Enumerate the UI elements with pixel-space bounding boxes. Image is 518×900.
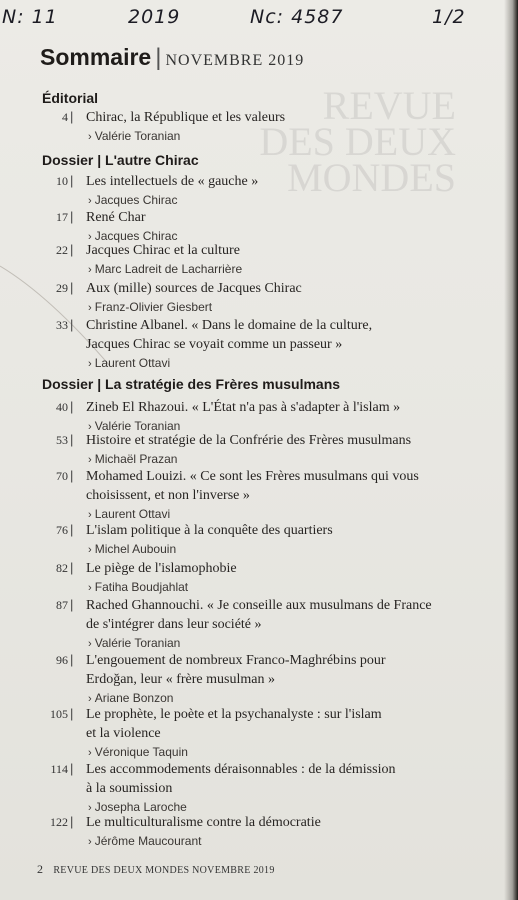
toc-title-line: Zineb El Rhazoui. « L'État n'a pas à s'adapter à l'islam » <box>86 400 401 415</box>
toc-author: › Ariane Bonzon <box>88 689 480 708</box>
toc-author: › Véronique Taquin <box>88 743 480 762</box>
toc-separator: | <box>70 522 74 537</box>
toc-entry <box>40 521 480 559</box>
footer-publication: REVUE DES DEUX MONDES NOVEMBRE 2019 <box>53 865 275 876</box>
toc-author: › Josepha Laroche <box>88 798 480 817</box>
toc-separator: | <box>70 597 74 612</box>
toc-separator: | <box>70 814 74 829</box>
toc-separator: | <box>70 399 74 414</box>
toc-author: › Jacques Chirac <box>88 227 480 246</box>
issue-date: NOVEMBRE 2019 <box>165 52 305 69</box>
toc-title-line: Les intellectuels de « gauche » <box>86 174 259 189</box>
toc-page-number: 22 <box>56 243 68 257</box>
toc-entry <box>40 241 480 279</box>
toc-title-line: Aux (mille) sources de Jacques Chirac <box>86 281 302 296</box>
toc-separator: | <box>70 706 74 721</box>
toc-entry <box>40 559 480 597</box>
toc-page-number: 40 <box>56 400 68 414</box>
toc-entry <box>40 760 480 817</box>
toc-title-line: et la violence <box>86 726 161 741</box>
toc-page-number: 114 <box>50 762 68 776</box>
toc-author: › Valérie Toranian <box>88 127 480 146</box>
toc-author: › Jacques Chirac <box>88 191 480 210</box>
toc-page-number: 33 <box>56 318 68 332</box>
toc-page-number: 87 <box>56 598 68 612</box>
toc-title-line: Jacques Chirac se voyait comme un passeur » <box>86 337 343 352</box>
toc-page-number: 76 <box>56 523 68 537</box>
toc-author: › Jérôme Maucourant <box>88 832 480 851</box>
toc-title-line: Le prophète, le poète et la psychanalyste : sur l'islam <box>86 707 382 722</box>
toc-entry <box>40 596 480 653</box>
toc-separator: | <box>70 317 74 332</box>
toc-title-line: à la soumission <box>86 781 173 796</box>
toc-author: › Michel Aubouin <box>88 540 480 559</box>
toc-separator: | <box>70 209 74 224</box>
toc-page-number: 96 <box>56 653 68 667</box>
toc-author: › Michaël Prazan <box>88 450 480 469</box>
page-title <box>40 44 304 72</box>
toc-title-line: René Char <box>86 210 146 225</box>
handwritten-note-1: N: 11 <box>2 6 58 28</box>
toc-separator: | <box>70 242 74 257</box>
page-number: 2 <box>37 862 44 876</box>
toc-title-line: Mohamed Louizi. « Ce sont les Frères musulmans qui vous <box>86 469 419 484</box>
toc-title-line: L'engouement de nombreux Franco-Maghrébins pour <box>86 653 386 668</box>
toc-page-number: 17 <box>56 210 68 224</box>
toc-author: › Marc Ladreit de Lacharrière <box>88 260 480 279</box>
toc-entry <box>40 108 480 146</box>
toc-separator: | <box>70 652 74 667</box>
toc-entry <box>40 813 480 851</box>
toc-entry <box>40 651 480 708</box>
toc-author: › Laurent Ottavi <box>88 505 480 524</box>
toc-separator: | <box>70 432 74 447</box>
title-separator: | <box>155 44 162 71</box>
toc-title-line: Erdoğan, leur « frère musulman » <box>86 672 275 687</box>
toc-title-line: Christine Albanel. « Dans le domaine de la culture, <box>86 318 373 333</box>
toc-author: › Franz-Olivier Giesbert <box>88 298 480 317</box>
toc-separator: | <box>70 109 74 124</box>
toc-title-line: de s'intégrer dans leur société » <box>86 617 262 632</box>
toc-separator: | <box>70 280 74 295</box>
toc-title-line: choisissent, et non l'inverse » <box>86 488 250 503</box>
handwritten-note-3: Nc: 4587 <box>250 6 344 28</box>
toc-entry <box>40 467 480 524</box>
toc-page-number: 29 <box>56 281 68 295</box>
toc-entry <box>40 316 480 373</box>
toc-title-line: Le piège de l'islamophobie <box>86 561 237 576</box>
toc-separator: | <box>70 468 74 483</box>
toc-page-number: 10 <box>56 174 68 188</box>
toc-entry <box>40 279 480 317</box>
toc-separator: | <box>70 173 74 188</box>
toc-title-line: Histoire et stratégie de la Confrérie des Frères musulmans <box>86 433 412 448</box>
toc-title-line: Chirac, la République et les valeurs <box>86 110 286 125</box>
toc-title-line: Jacques Chirac et la culture <box>86 243 240 258</box>
toc-entry <box>40 705 480 762</box>
title-word: Sommaire <box>40 44 152 70</box>
toc-title-line: Les accommodements déraisonnables : de la démission <box>86 762 396 777</box>
toc-separator: | <box>70 761 74 776</box>
section-heading-editorial: Éditorial <box>42 90 99 106</box>
toc-entry <box>40 431 480 469</box>
toc-separator: | <box>70 560 74 575</box>
toc-entry <box>40 172 480 210</box>
section-heading-chirac: Dossier | L'autre Chirac <box>42 152 199 168</box>
toc-title-line: Rached Ghannouchi. « Je conseille aux musulmans de France <box>86 598 432 613</box>
toc-page-number: 105 <box>50 707 68 721</box>
toc-author: › Valérie Toranian <box>88 634 480 653</box>
show-through-text: REVUE DES DEUX MONDES <box>259 83 456 200</box>
handwritten-note-4: 1/2 <box>432 6 466 28</box>
toc-title-line: L'islam politique à la conquête des quartiers <box>86 523 333 538</box>
toc-page-number: 53 <box>56 433 68 447</box>
toc-author: › Laurent Ottavi <box>88 354 480 373</box>
toc-author: › Valérie Toranian <box>88 417 480 436</box>
toc-page-number: 82 <box>56 561 68 575</box>
toc-page-number: 70 <box>56 469 68 483</box>
toc-page-number: 4 <box>62 110 68 124</box>
handwritten-note-2: 2019 <box>128 6 181 28</box>
toc-page-number: 122 <box>50 815 68 829</box>
page-footer <box>37 862 275 877</box>
toc-author: › Fatiha Boudjahlat <box>88 578 480 597</box>
toc-title-line: Le multiculturalisme contre la démocratie <box>86 815 321 830</box>
section-heading-freres: Dossier | La stratégie des Frères musulmans <box>42 376 341 392</box>
